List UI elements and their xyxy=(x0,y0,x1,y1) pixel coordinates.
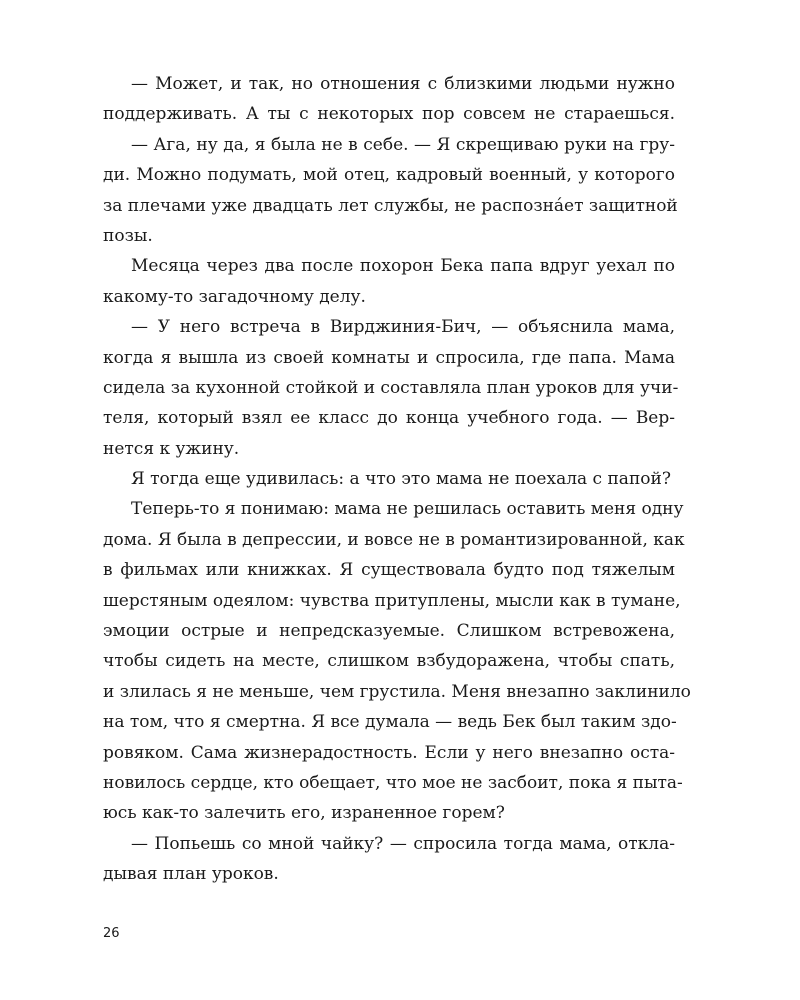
text-line: когда я вышла из своей комнаты и спросила, где папа. Мама xyxy=(103,347,675,368)
text-line: нется к ужину. xyxy=(103,438,240,459)
text-line: — У него встреча в Вирджиния-Бич, — объяснила мама, xyxy=(131,317,675,338)
text-line: ровяком. Сама жизнерадостность. Если у него внезапно оста- xyxy=(103,742,675,763)
text-line: дома. Я была в депрессии, и вовсе не в романтизированной, как xyxy=(103,529,685,550)
text-line: дывая план уроков. xyxy=(103,864,279,885)
page-number: 26 xyxy=(103,926,120,941)
text-line: шерстяным одеялом: чувства притуплены, мысли как в тумане, xyxy=(103,590,681,611)
text-line: новилось сердце, кто обещает, что мое не засбоит, пока я пыта- xyxy=(103,772,683,793)
text-line: юсь как-то залечить его, израненное горем? xyxy=(103,803,505,824)
text-line: поддерживать. А ты с некоторых пор совсем не стараешься. xyxy=(103,104,675,125)
text-line: за плечами уже двадцать лет службы, не распознáет защитной xyxy=(103,195,678,216)
text-line: чтобы сидеть на месте, слишком взбудоражена, чтобы спать, xyxy=(103,651,675,672)
text-line: ди. Можно подумать, мой отец, кадровый военный, у которого xyxy=(103,165,675,186)
text-line: и злилась я не меньше, чем грустила. Меня внезапно заклинило xyxy=(103,681,691,702)
text-line: — Ага, ну да, я была не в себе. — Я скрещиваю руки на гру- xyxy=(131,134,675,155)
text-line: Месяца через два после похорон Бека папа вдруг уехал по xyxy=(131,256,675,277)
text-line: сидела за кухонной стойкой и составляла план уроков для учи- xyxy=(103,377,679,398)
text-line: — Попьешь со мной чайку? — спросила тогда мама, откла- xyxy=(131,833,675,854)
text-line: эмоции острые и непредсказуемые. Слишком встревожена, xyxy=(103,621,675,642)
text-line: теля, который взял ее класс до конца учебного года. — Вер- xyxy=(103,408,675,429)
body-text xyxy=(103,69,691,890)
text-line: в фильмах или книжках. Я существовала будто под тяжелым xyxy=(103,560,675,581)
text-line: позы. xyxy=(103,225,153,246)
text-line: — Может, и так, но отношения с близкими людьми нужно xyxy=(131,74,675,94)
text-line: Теперь-то я понимаю: мама не решилась оставить меня одну xyxy=(131,499,684,520)
text-line: на том, что я смертна. Я все думала — ведь Бек был таким здо- xyxy=(103,712,677,733)
text-line: Я тогда еще удивилась: а что это мама не поехала с папой? xyxy=(131,469,671,490)
text-line: какому-то загадочному делу. xyxy=(103,286,366,307)
